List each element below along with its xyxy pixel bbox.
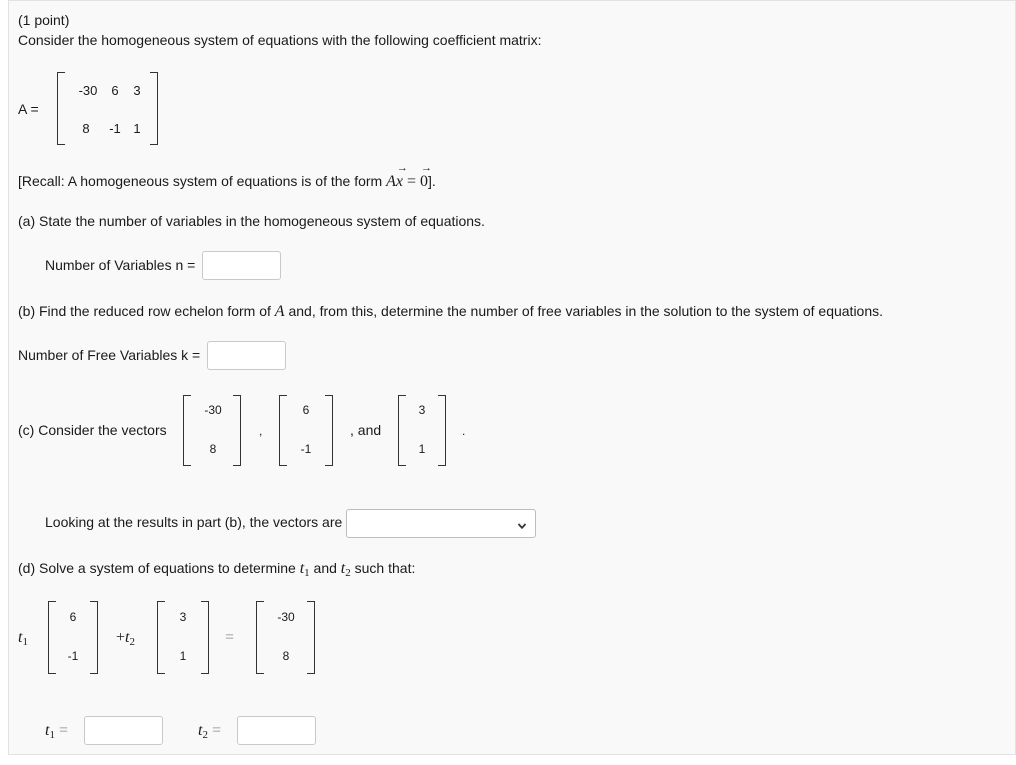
vector-entry: -30 (277, 610, 295, 624)
part-d-text: and (309, 560, 341, 576)
recall-note (18, 162, 436, 191)
vector-entry: 1 (418, 442, 426, 456)
free-variables-label: Number of Free Variables k = (18, 347, 201, 363)
equals-sign: = (406, 173, 417, 190)
vectors-dependence-select[interactable] (346, 509, 536, 538)
var-x: x (395, 173, 403, 190)
vector-v (157, 601, 209, 674)
t2-answer-label: $t_2$ = (198, 722, 221, 741)
matrix-cell: 3 (133, 83, 141, 98)
vector-entry: 6 (69, 610, 77, 624)
part-d-question (18, 560, 415, 579)
right-bracket (307, 601, 315, 674)
left-bracket (256, 601, 264, 674)
problem-intro: Consider the homogeneous system of equations with the following coefficient matrix: (18, 32, 542, 48)
t1-input[interactable] (84, 716, 163, 745)
vector-entry: 1 (179, 649, 187, 663)
vector-entry: 8 (209, 442, 217, 456)
recall-equation (386, 162, 433, 190)
vector-x: → x (395, 162, 408, 190)
variables-label: Number of Variables n = (45, 257, 196, 273)
vector-u (48, 601, 98, 674)
left-bracket (183, 395, 191, 466)
right-bracket (325, 395, 333, 466)
vector-3 (398, 395, 446, 466)
part-b-text: and, from this, determine the number of free variables in the solution to the system of equations. (284, 303, 884, 319)
matrix-a (57, 72, 158, 145)
part-d-text: (d) Solve a system of equations to determine (18, 560, 300, 576)
matrix-cell: -1 (109, 121, 121, 136)
zero: 0 (420, 173, 429, 190)
part-c-lead: (c) Consider the vectors (18, 422, 167, 438)
vector-entry: 3 (418, 403, 426, 417)
chevron-down-icon (517, 518, 527, 534)
matrix-cell: 1 (133, 121, 141, 136)
t1-var: $t_1$ (299, 560, 310, 579)
part-b-question (18, 303, 883, 321)
vector-entry: 6 (302, 403, 310, 417)
vector-entry: -30 (204, 403, 222, 417)
vectors-select-label: Looking at the results in part (b), the vectors are (45, 514, 343, 530)
t1-coefficient: $t_1$ (18, 629, 28, 648)
plus-t2-term: $+t_2$ (116, 629, 135, 648)
matrix-cell: -30 (78, 83, 98, 98)
recall-prefix: [Recall: A homogeneous system of equations is of the form (18, 173, 387, 189)
matrix-a-label: A = (18, 101, 39, 117)
period: . (462, 424, 466, 438)
vector-1 (183, 395, 241, 466)
var-a: A (274, 303, 285, 320)
vector-2 (279, 395, 333, 466)
free-variables-input[interactable] (207, 341, 286, 370)
vector-entry: -1 (300, 442, 312, 456)
vector-entry: 8 (282, 649, 290, 663)
and-label: , and (350, 422, 382, 438)
points-label: (1 point) (18, 12, 70, 28)
var-a: A (386, 173, 396, 190)
vector-entry: 3 (179, 610, 187, 624)
matrix-cell: 6 (111, 83, 119, 98)
variables-input[interactable] (202, 251, 281, 280)
t2-var: $t_2$ (340, 560, 351, 579)
part-b-text: (b) Find the reduced row echelon form of (18, 303, 275, 319)
recall-suffix: ]. (428, 173, 436, 189)
t2-input[interactable] (237, 716, 316, 745)
left-bracket (57, 72, 65, 145)
vector-entry: -1 (67, 649, 79, 663)
vector-w (256, 601, 315, 674)
matrix-cell: 8 (82, 121, 90, 136)
t1-answer-label: $t_1$ = (45, 722, 68, 741)
part-a-question: (a) State the number of variables in the homogeneous system of equations. (18, 213, 485, 229)
part-d-text: such that: (350, 560, 416, 576)
zero-vector: → 0 (420, 162, 433, 190)
equals-sign: = (225, 629, 235, 646)
right-bracket (233, 395, 241, 466)
comma: , (259, 424, 263, 438)
